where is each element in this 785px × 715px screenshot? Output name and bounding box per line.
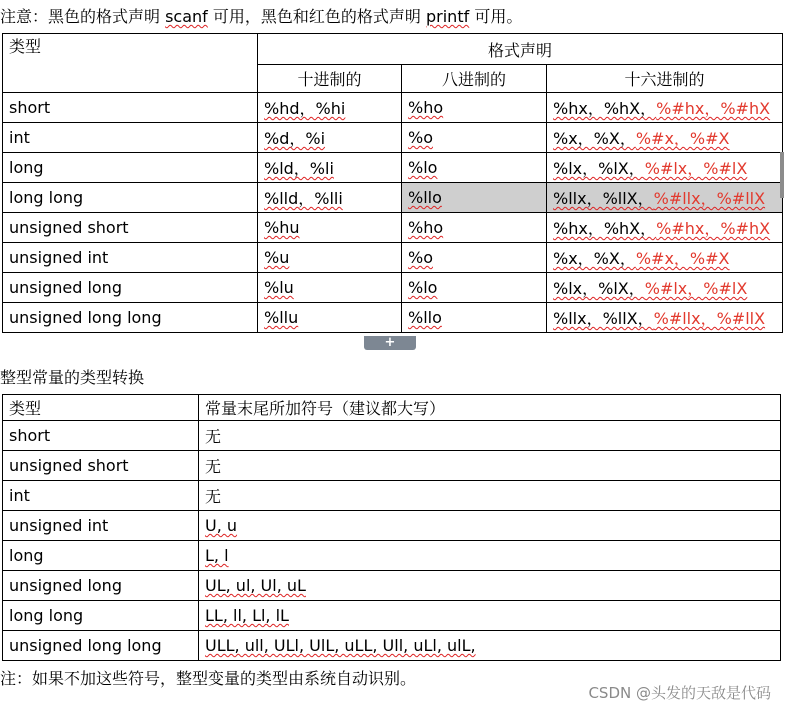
type-cell: unsigned int xyxy=(3,243,258,273)
octal-cell xyxy=(402,273,547,303)
type-cell: short xyxy=(3,421,199,451)
suffix-cell xyxy=(199,631,781,661)
watermark: CSDN @头发的天敌是代码 xyxy=(588,684,771,702)
suffix-value: L, l xyxy=(205,546,229,565)
suffix-value: 无 xyxy=(205,457,222,476)
suffix-cell xyxy=(199,451,781,481)
suffix-value: LL, ll, Ll, lL xyxy=(205,606,289,625)
decimal-spec: %hu xyxy=(264,218,300,237)
hex-spec-black: %hx，%hX， xyxy=(553,99,657,118)
decimal-spec: %ld，%li xyxy=(264,159,334,178)
note-top xyxy=(0,6,522,28)
format-table-body xyxy=(3,93,783,333)
type-cell: unsigned long long xyxy=(3,631,199,661)
suffix-cell xyxy=(199,421,781,451)
section2-title: 整型常量的类型转换 xyxy=(0,368,145,387)
note-top-prefix: 注意：黑色的格式声明 xyxy=(0,7,166,26)
hex-cell xyxy=(547,153,783,183)
suffix-cell xyxy=(199,601,781,631)
table-row xyxy=(3,631,781,661)
table-row xyxy=(3,541,781,571)
hex-spec-red: %#hx，%#hX xyxy=(656,219,771,238)
table-row xyxy=(3,303,783,333)
octal-spec: %o xyxy=(408,128,433,147)
octal-cell xyxy=(402,153,547,183)
hex-spec-red: %#llx，%#llX xyxy=(653,189,766,208)
decimal-spec: %d，%i xyxy=(264,129,326,148)
suffix-value: 无 xyxy=(205,427,222,446)
hex-cell xyxy=(547,93,783,123)
hex-spec-red: %#lx，%#lX xyxy=(644,279,748,298)
hex-spec-red: %#x，%#X xyxy=(635,249,730,268)
hex-cell xyxy=(547,213,783,243)
type-cell: long long xyxy=(3,183,258,213)
type-cell: unsigned short xyxy=(3,213,258,243)
table-row xyxy=(3,273,783,303)
suffix-table-header-suffix: 常量末尾所加符号（建议都大写） xyxy=(199,395,781,421)
format-table-header-format: 格式声明 xyxy=(258,34,783,65)
octal-spec: %o xyxy=(408,248,433,267)
octal-spec: %ho xyxy=(408,98,444,117)
hex-cell xyxy=(547,123,783,153)
decimal-cell xyxy=(258,123,402,153)
decimal-cell xyxy=(258,213,402,243)
type-cell: unsigned long xyxy=(3,571,199,601)
type-cell: unsigned short xyxy=(3,451,199,481)
octal-spec: %ho xyxy=(408,218,444,237)
suffix-value: ULL, ull, ULl, UlL, uLL, Ull, uLl, ulL, xyxy=(205,636,476,655)
octal-spec: %lo xyxy=(408,158,438,177)
type-cell: unsigned long long xyxy=(3,303,258,333)
octal-cell xyxy=(402,123,547,153)
hex-spec-black: %x，%X， xyxy=(553,249,636,268)
hex-cell xyxy=(547,273,783,303)
table-row xyxy=(3,243,783,273)
table-row xyxy=(3,93,783,123)
table-row xyxy=(3,123,783,153)
type-cell: int xyxy=(3,123,258,153)
note-top-printf: printf xyxy=(426,7,470,26)
format-table-header-octal: 八进制的 xyxy=(402,65,547,93)
decimal-spec: %llu xyxy=(264,308,299,327)
type-cell: unsigned long xyxy=(3,273,258,303)
type-cell: long long xyxy=(3,601,199,631)
decimal-spec: %hd，%hi xyxy=(264,99,346,118)
suffix-cell xyxy=(199,541,781,571)
suffix-value: UL, ul, Ul, uL xyxy=(205,576,306,595)
format-table-header-hex: 十六进制的 xyxy=(547,65,783,93)
octal-cell xyxy=(402,243,547,273)
suffix-table-body xyxy=(3,421,781,661)
table-row xyxy=(3,183,783,213)
decimal-cell xyxy=(258,183,402,213)
suffix-cell xyxy=(199,571,781,601)
suffix-cell xyxy=(199,481,781,511)
hex-spec-black: %llx，%llX， xyxy=(553,309,654,328)
note-top-suffix: 可用。 xyxy=(469,7,523,26)
octal-cell xyxy=(402,303,547,333)
table-row xyxy=(3,481,781,511)
format-table-header-decimal: 十进制的 xyxy=(258,65,402,93)
table-row xyxy=(3,571,781,601)
suffix-table-header-type: 类型 xyxy=(3,395,199,421)
suffix-value: U, u xyxy=(205,516,238,535)
hex-spec-red: %#llx，%#llX xyxy=(653,309,766,328)
type-cell: short xyxy=(3,93,258,123)
octal-spec: %lo xyxy=(408,278,438,297)
table-row xyxy=(3,421,781,451)
table-row xyxy=(3,213,783,243)
hex-spec-black: %lx，%lX， xyxy=(553,159,645,178)
octal-spec: %llo xyxy=(408,308,442,327)
octal-cell xyxy=(402,213,547,243)
hex-spec-red: %#hx，%#hX xyxy=(656,99,771,118)
note-bottom: 注：如果不加这些符号，整型变量的类型由系统自动识别。 xyxy=(0,669,417,688)
type-cell: int xyxy=(3,481,199,511)
suffix-table xyxy=(2,394,781,661)
hex-spec-black: %x，%X， xyxy=(553,129,636,148)
type-cell: long xyxy=(3,541,199,571)
format-table-header-type: 类型 xyxy=(3,34,258,93)
decimal-cell xyxy=(258,273,402,303)
hex-cell xyxy=(547,303,783,333)
hex-spec-black: %hx，%hX， xyxy=(553,219,657,238)
octal-cell xyxy=(402,183,547,213)
decimal-spec: %lld，%lli xyxy=(264,189,343,208)
table-row xyxy=(3,601,781,631)
hex-spec-red: %#x，%#X xyxy=(635,129,730,148)
note-top-middle: 可用，黑色和红色的格式声明 xyxy=(207,7,426,26)
decimal-cell xyxy=(258,93,402,123)
format-table xyxy=(2,33,783,333)
type-cell: unsigned int xyxy=(3,511,199,541)
octal-cell xyxy=(402,93,547,123)
decimal-cell xyxy=(258,243,402,273)
decimal-cell xyxy=(258,153,402,183)
decimal-spec: %u xyxy=(264,248,290,267)
table-row xyxy=(3,511,781,541)
insert-row-button[interactable]: + xyxy=(364,336,416,350)
suffix-value: 无 xyxy=(205,487,222,506)
hex-spec-black: %lx，%lX， xyxy=(553,279,645,298)
octal-spec: %llo xyxy=(408,188,442,207)
type-cell: long xyxy=(3,153,258,183)
hex-spec-black: %llx，%llX， xyxy=(553,189,654,208)
table-row xyxy=(3,153,783,183)
scrollbar-thumb[interactable] xyxy=(780,152,784,198)
decimal-cell xyxy=(258,303,402,333)
table-row xyxy=(3,451,781,481)
suffix-cell xyxy=(199,511,781,541)
note-top-scanf: scanf xyxy=(165,7,208,26)
hex-cell xyxy=(547,243,783,273)
hex-spec-red: %#lx，%#lX xyxy=(644,159,748,178)
hex-cell xyxy=(547,183,783,213)
decimal-spec: %lu xyxy=(264,278,294,297)
